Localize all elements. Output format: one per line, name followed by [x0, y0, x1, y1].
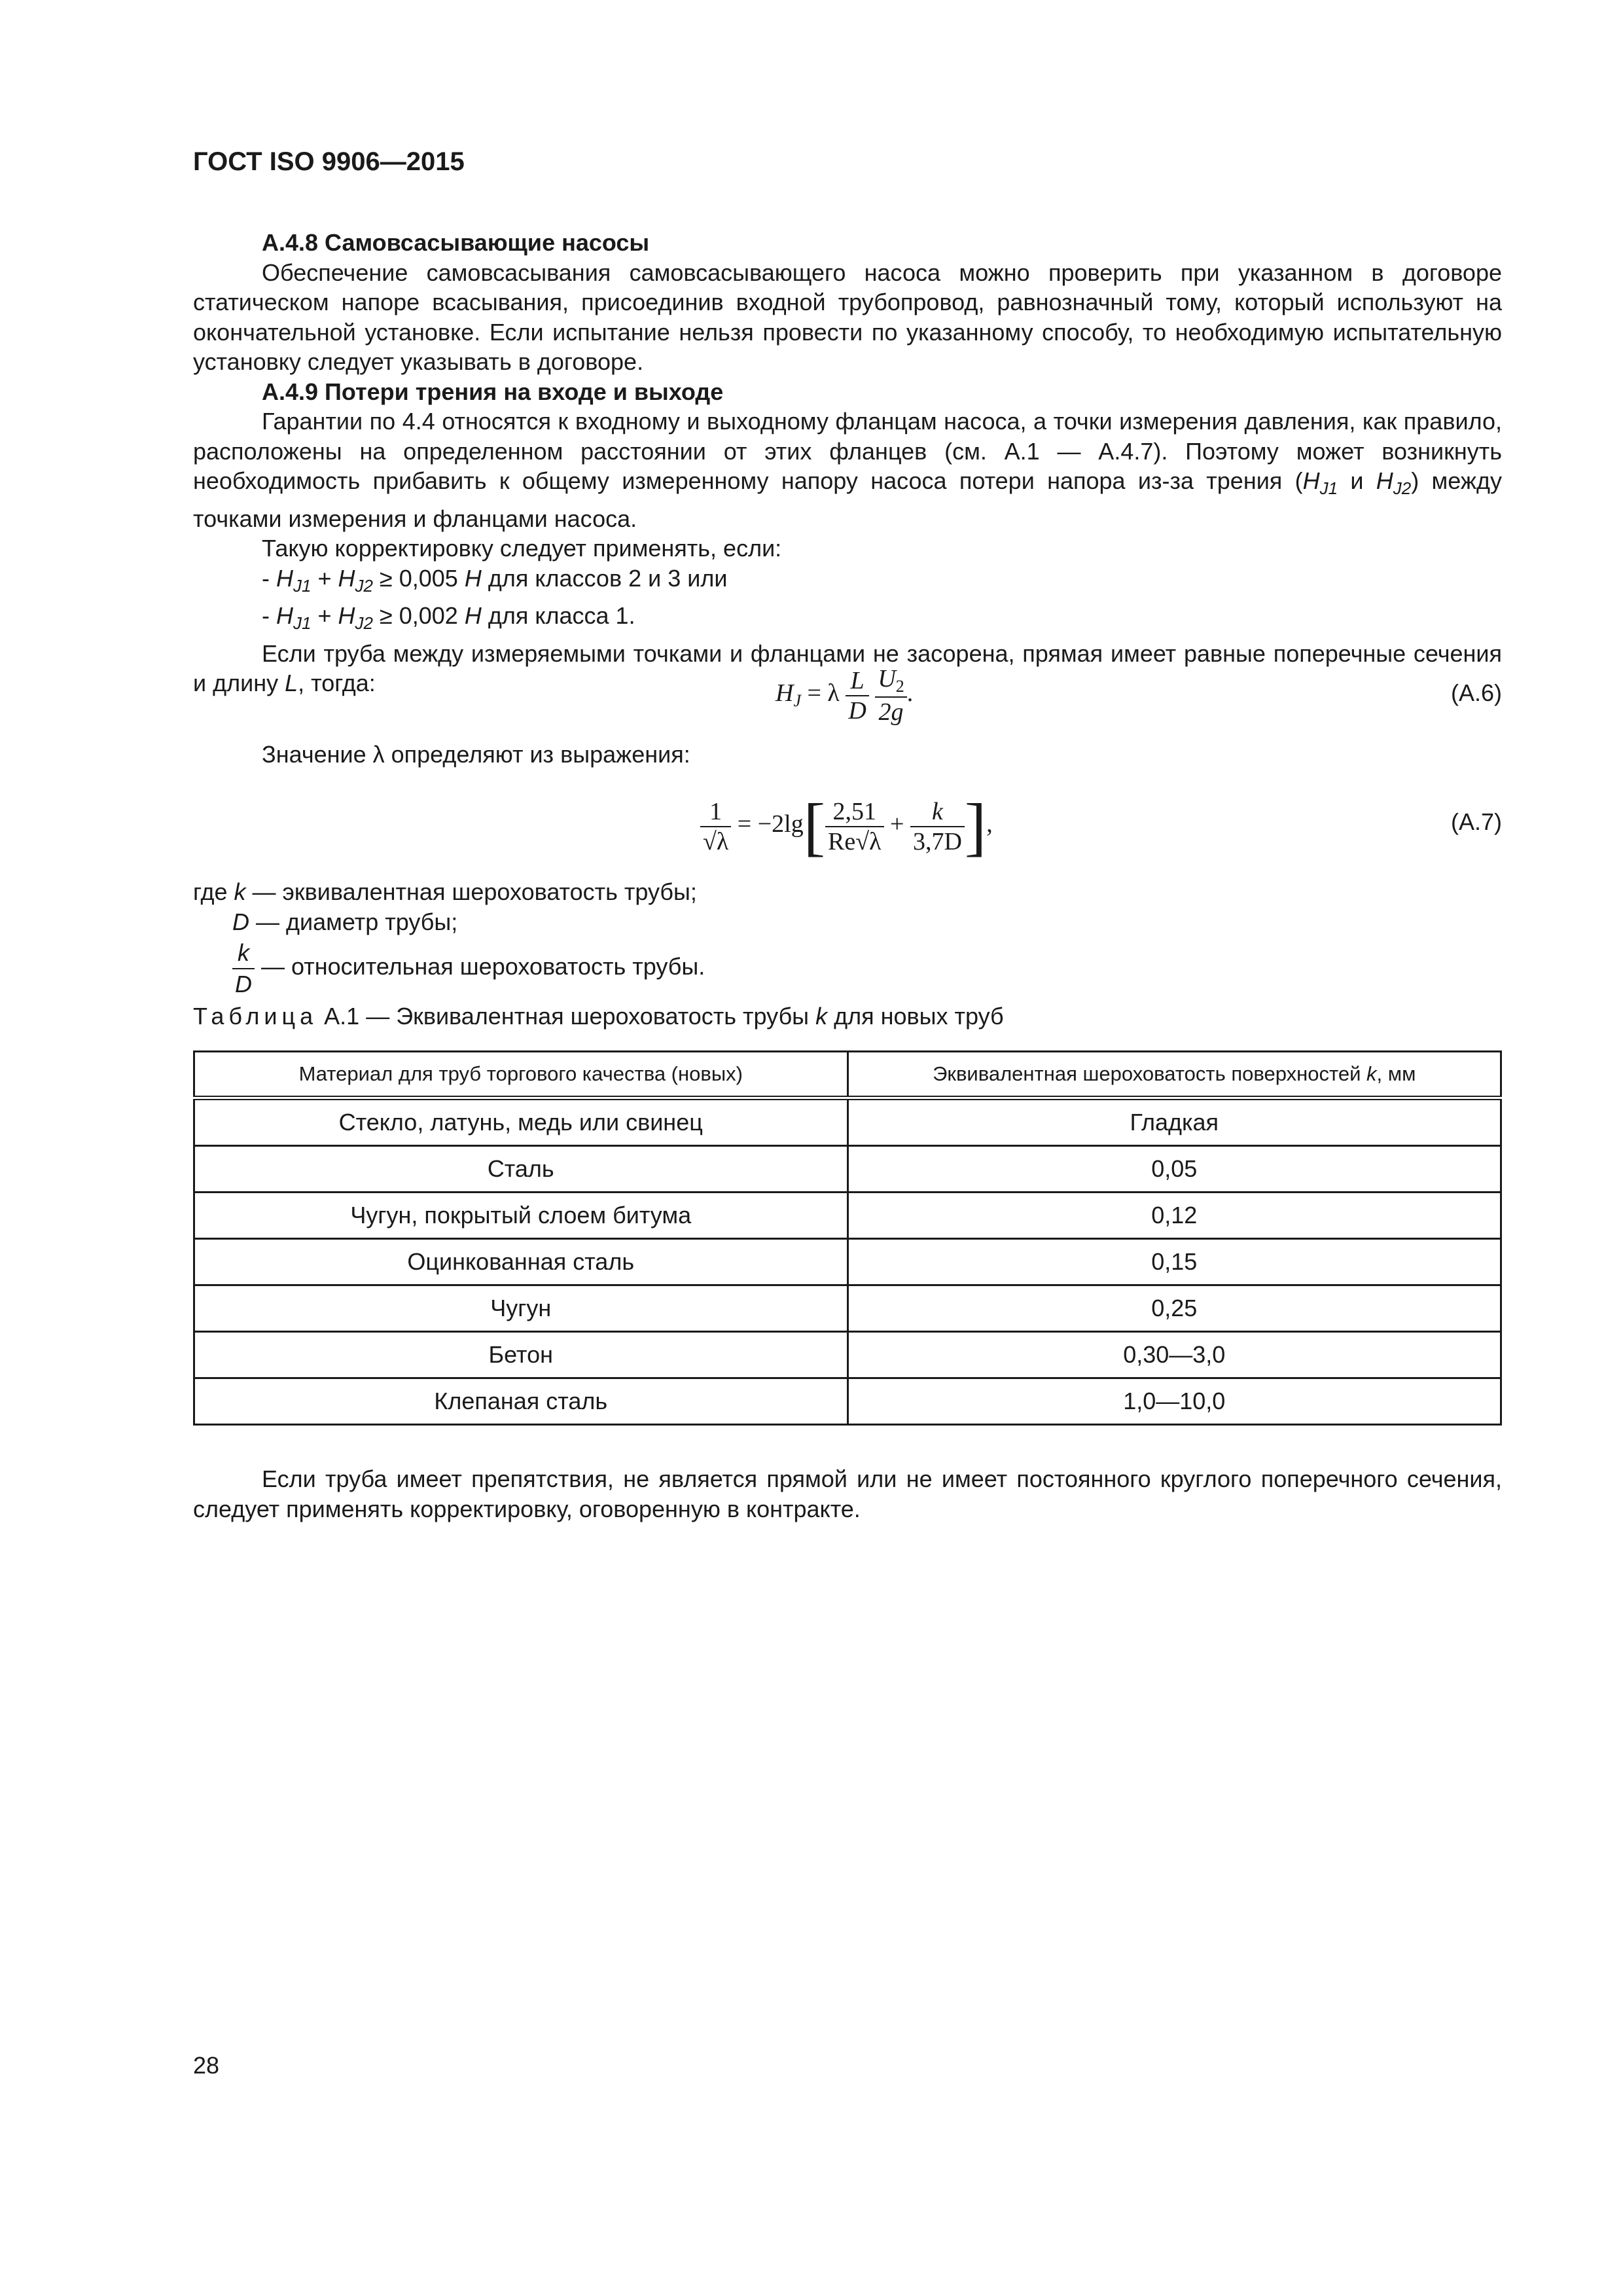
where-fraction-k-d: $\frac{k}{D}$ — [232, 938, 255, 999]
closing-paragraph: Если труба имеет препятствия, не является прямой или не имеет постоянного круглого поперечного сечения, следует применять корректировку, оговоренную в контракте. — [193, 1465, 1502, 1522]
section-a49-paragraph-3: Если труба между измеряемыми точками и фланцами не засорена, прямая имеет равные поперечные сечения и длину L, тогда: — [193, 639, 1502, 696]
table-row — [194, 1098, 1501, 1146]
roughness-cell: 0,05 — [847, 1146, 1501, 1193]
section-a48-title: А.4.8 Самовсасывающие насосы — [262, 229, 650, 256]
table-row — [194, 1378, 1501, 1425]
formula-a6-number: (А.6) — [1450, 679, 1502, 706]
table-row — [194, 1239, 1501, 1285]
material-cell: Чугун, покрытый слоем битума — [194, 1193, 848, 1239]
right-bracket: ] — [964, 790, 987, 863]
formula-a6-fraction-u-2g: $\frac{U_2}{2g}$ — [875, 664, 906, 726]
formula-a7-lhs-fraction: $\frac{1}{√\lambda}$ — [700, 797, 731, 856]
condition-class-2-3: - $H_{J1} + H_{J2} \ge 0,005$ H для классов 2 и 3 или — [262, 564, 728, 596]
section-a49-paragraph-1: Гарантии по 4.4 относятся к входному и выходному фланцам насоса, а точки измерения давления, как правило, расположены на определенном расстоянии от этих фланцев (см. А.1 — А.4.7). Поэтому может возникнуть необходимость прибавить к общему измеренному напору насоса потери напора из-за трения ($H_{J1}$ и $H_{J2}$) между точками измерения и фланцами насоса. — [193, 408, 1502, 532]
roughness-table — [193, 1050, 1502, 1426]
material-cell: Стекло, латунь, медь или свинец — [194, 1098, 848, 1146]
formula-a7-number: (А.7) — [1450, 808, 1502, 835]
formula-a6: $H_J = \lambda$ $\frac{L}{D}$ $\frac{U_2}{2g}$ . — [776, 665, 914, 726]
lambda-intro: Значение λ определяют из выражения: — [262, 741, 690, 768]
table-row — [194, 1285, 1501, 1332]
sections-text-block — [193, 228, 1502, 698]
where-line-k: где k — эквивалентная шероховатость трубы; — [193, 878, 697, 905]
section-a49-title: А.4.9 Потери трения на входе и выходе — [262, 378, 724, 405]
table-row — [194, 1332, 1501, 1378]
condition-class-1: - $H_{J1} + H_{J2} \ge 0,002$ H для класса 1. — [262, 602, 635, 633]
column-header-roughness: Эквивалентная шероховатость поверхностей k, мм — [847, 1052, 1501, 1098]
formula-a7-fraction-251: $\frac{2,51}{Re√\lambda}$ — [825, 797, 884, 856]
where-line-d: D — диаметр трубы; — [232, 908, 458, 935]
section-a49-paragraph-2: Такую корректировку следует применять, если: — [262, 535, 782, 562]
material-cell: Клепаная сталь — [194, 1378, 848, 1425]
material-cell: Чугун — [194, 1285, 848, 1332]
roughness-cell: Гладкая — [847, 1098, 1501, 1146]
section-a48-paragraph: Обеспечение самовсасывания самовсасывающего насоса можно проверить при указанном в договоре статическом напоре всасывания, присоединив входной трубопровод, равнозначный тому, который используют на окончательной установке. Если испытание нельзя провести по указанному способу, то необходимую испытательную установку следует указывать в договоре. — [193, 259, 1502, 375]
roughness-cell: 0,15 — [847, 1239, 1501, 1285]
table-row — [194, 1146, 1501, 1193]
material-cell: Сталь — [194, 1146, 848, 1193]
formula-a6-fraction-l-d: $\frac{L}{D}$ — [846, 666, 868, 725]
material-cell: Бетон — [194, 1332, 848, 1378]
column-header-material: Материал для труб торгового качества (новых) — [194, 1052, 848, 1098]
where-line-kd: $\frac{k}{D}$ — относительная шероховатость трубы. — [193, 938, 1502, 999]
page-number: 28 — [193, 2052, 220, 2079]
roughness-cell: 0,30—3,0 — [847, 1332, 1501, 1378]
material-cell: Оцинкованная сталь — [194, 1239, 848, 1285]
document-code-header: ГОСТ ISO 9906—2015 — [193, 147, 465, 176]
lambda-intro-block — [193, 740, 1502, 770]
roughness-cell: 0,12 — [847, 1193, 1501, 1239]
table-header-row — [194, 1052, 1501, 1098]
where-block — [193, 877, 1502, 999]
table-caption: Таблица А.1 — Эквивалентная шероховатость трубы k для новых труб — [193, 1003, 1004, 1030]
table-row — [194, 1193, 1501, 1239]
formula-a7-fraction-k: $\frac{k}{3,7D}$ — [910, 797, 965, 856]
left-bracket: [ — [803, 790, 826, 863]
roughness-cell: 1,0—10,0 — [847, 1378, 1501, 1425]
roughness-cell: 0,25 — [847, 1285, 1501, 1332]
formula-a7: $\frac{1}{√\lambda}$ = −2lg[ $\frac{2,51}{Re√\lambda}$ + $\frac{k}{3,7D}$ ], — [700, 789, 993, 864]
closing-block — [193, 1464, 1502, 1524]
